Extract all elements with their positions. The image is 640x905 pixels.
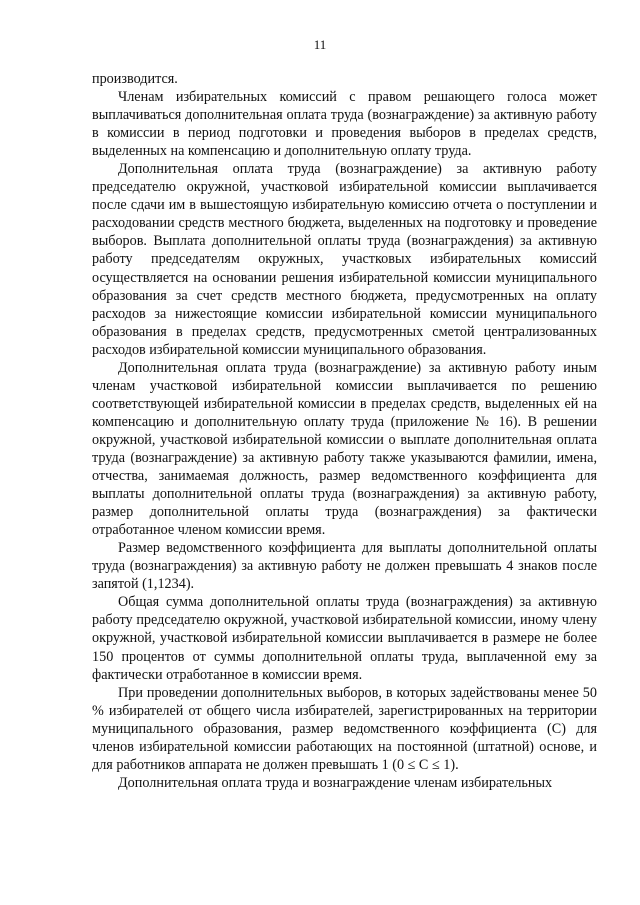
page-number: 11 bbox=[313, 37, 327, 52]
paragraph-additional-elections: При проведении дополнительных выборов, в которых задействованы менее 50 % избирателей от общего числа избирателей, зарегистрированных на территории муниципального образования, размер ведомственного коэффициента (С) для членов избирательной комиссии работающих на постоянной (штатной) основе, и для работников аппарата не должен превышать 1 (0 ≤ С ≤ 1). bbox=[92, 684, 597, 773]
paragraph-other-members-pay: Дополнительная оплата труда (вознаграждение) за активную работу иным членам участковой избирательной комиссии выплачивается по решению соответствующей избирательной комиссии в пределах средств, выделенных ей на компенсацию и дополнительную оплату труда (приложение № 16). В решении окружной, участковой избирательной комиссии о выплате дополнительная оплата труда (вознаграждение) за активную работу также указываются фамилии, имена, отчества, занимаемая должность, размер ведомственного коэффициента для выплаты дополнительной оплаты труда (вознаграждения) за активную работу, размер дополнительной оплаты труда (вознаграждения) за фактически отработанное членом комиссии время. bbox=[92, 359, 597, 539]
paragraph-trailing: Дополнительная оплата труда и вознаграждение членам избирательных bbox=[118, 774, 553, 791]
document-body bbox=[92, 70, 597, 792]
paragraph-total-sum: Общая сумма дополнительной оплаты труда (вознаграждения) за активную работу председателю окружной, участковой избирательной комиссии, иному члену окружной, участковой избирательной комиссии выплачивается в размере не более 150 процентов от суммы дополнительной оплаты труда, выплаченной ему за фактически отработанное в комиссии время. bbox=[92, 594, 597, 683]
paragraph-additional-pay: Членам избирательных комиссий с правом решающего голоса может выплачиваться дополнительная оплата труда (вознаграждение) за активную работу в комиссии в период подготовки и проведения выборов в пределах средств, выделенных на компенсацию и дополнительную оплату труда. bbox=[92, 89, 597, 160]
paragraph-coefficient-size: Размер ведомственного коэффициента для выплаты дополнительной оплаты труда (вознаграждения) за активную работу не должен превышать 4 знаков после запятой (1,1234). bbox=[92, 540, 597, 593]
paragraph-chair-pay: Дополнительная оплата труда (вознаграждение) за активную работу председателю окружной, участковой избирательной комиссии выплачивается после сдачи им в вышестоящую избирательную комиссию отчета о поступлении и расходовании средств местного бюджета, выделенных на подготовку и проведение выборов. Выплата дополнительной оплаты труда (вознаграждения) за активную работу председателям окружных, участковых избирательных комиссий осуществляется на основании решения избирательной комиссии муниципального образования за счет средств местного бюджета, предусмотренных на оплату расходов за нижестоящие комиссии избирательной комиссии муниципального образования в пределах средств, предусмотренных сметой централизованных расходов избирательной комиссии муниципального образования. bbox=[92, 161, 597, 358]
paragraph-continuation: производится. bbox=[92, 71, 178, 87]
